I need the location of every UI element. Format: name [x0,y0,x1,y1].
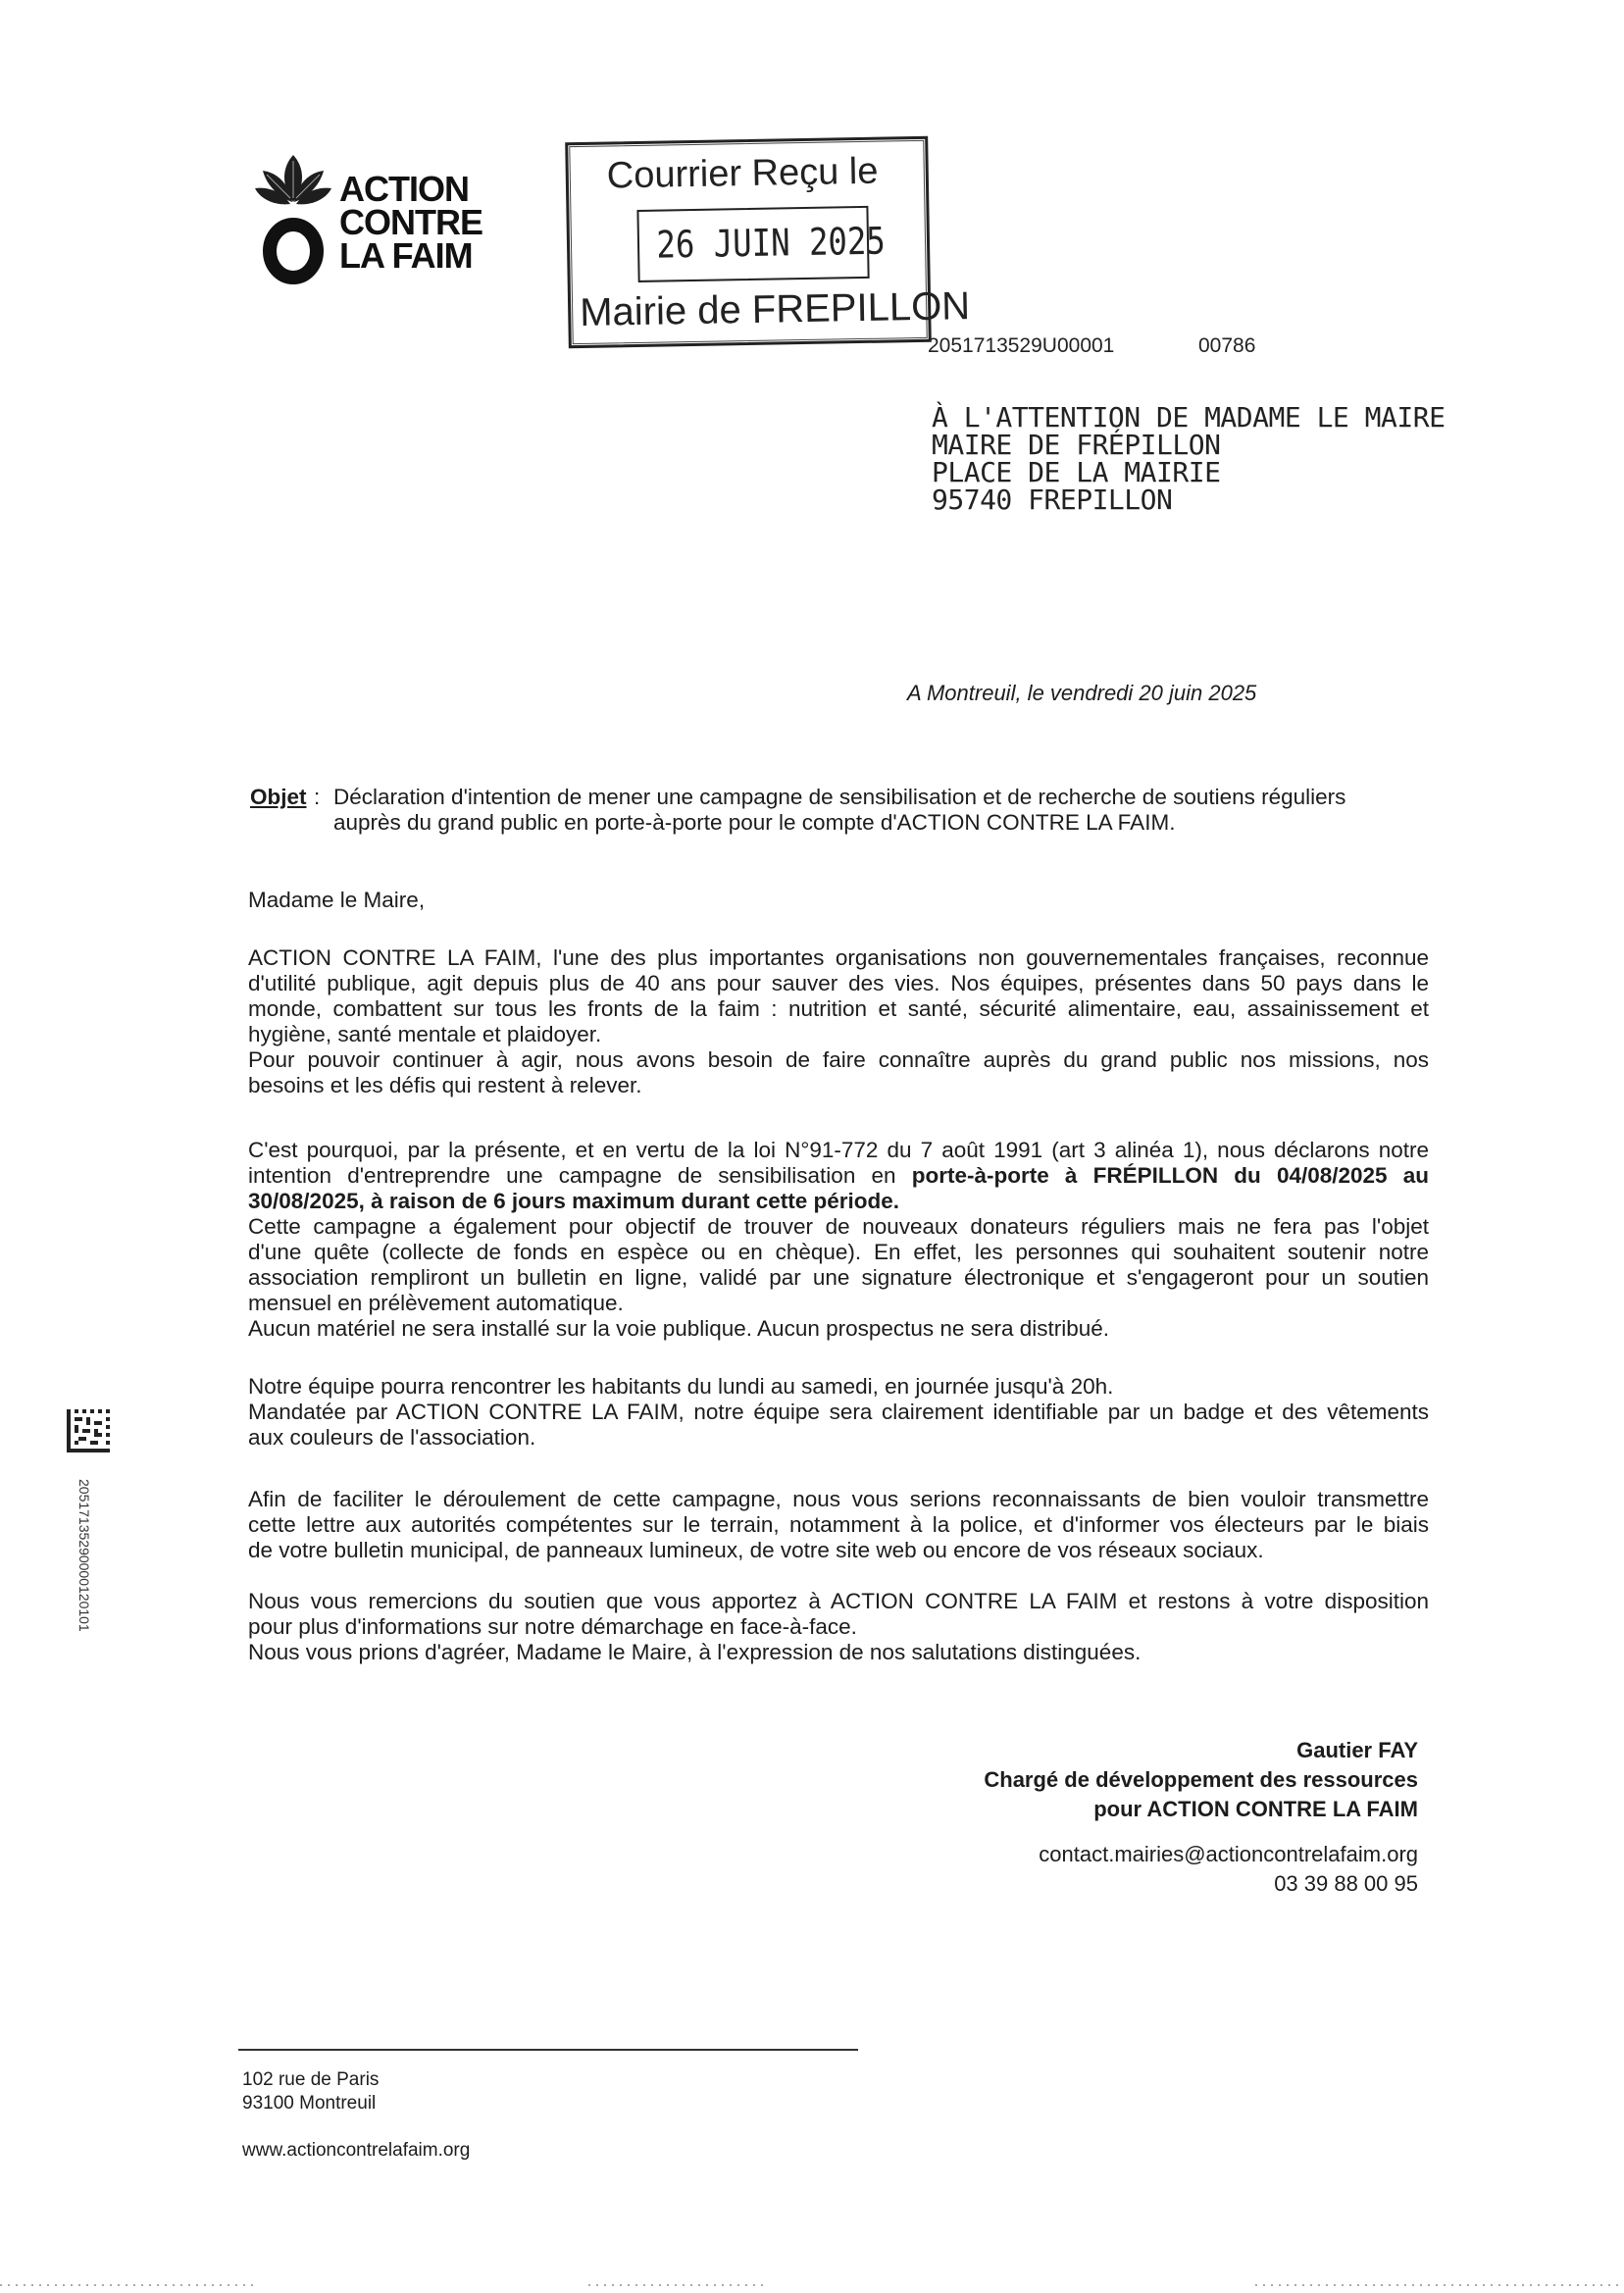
signatory-title: Chargé de développement des ressources [984,1767,1418,1792]
stamp-office: Mairie de FREPILLON [579,284,971,335]
text-line: C'est pourquoi, par la présente, et en vertu de la loi N°91-772 du 7 août 1991 (art 3 alinéa 1), nous déclarons notre [248,1138,1429,1162]
scan-edge-marks [0,2273,1624,2293]
paragraph-declaration [248,1138,1429,1342]
campaign-duration-bold: 30/08/2025, à raison de 6 jours maximum durant cette période. [248,1189,900,1213]
text-line: besoins et les défis qui restent à relever. [248,1073,642,1097]
paragraph-team [248,1374,1429,1451]
logo-word-la-faim: LA FAIM [339,235,473,276]
text-line: cette lettre aux autorités compétentes sur le terrain, notamment à la police, et d'informer vos électeurs par le biais [248,1512,1429,1537]
campaign-dates-bold: porte-à-porte à FRÉPILLON du 04/08/2025 au [911,1163,1430,1188]
subject-label: Objet [250,785,307,809]
leaf-ring-logo-icon [253,147,333,284]
recipient-line: 95740 FREPILLON [932,484,1173,516]
text-segment: intention d'entreprendre une campagne de sensibilisation en [248,1163,912,1188]
footer-city: 93100 Montreuil [242,2093,377,2114]
text-line: Cette campagne a également pour objectif de trouver de nouveaux donateurs réguliers mais ne fera pas l'objet [248,1214,1429,1239]
side-code-text: 20517135290000120101 [76,1479,92,1632]
reception-stamp [565,136,971,348]
text-line: d'une quête (collecte de fonds en espèce ou en chèque). En effet, les personnes qui souhaitent soutenir notre [248,1240,1429,1264]
text-line: aux couleurs de l'association. [248,1425,536,1450]
subject-line: Déclaration d'intention de mener une campagne de sensibilisation et de recherche de soutiens réguliers [333,785,1346,809]
text-line: Afin de faciliter le déroulement de cette campagne, nous vous serions reconnaissants de bien vouloir transmettre [248,1487,1429,1511]
text-line: monde, combattent sur tous les fronts de la faim : nutrition et santé, sécurité alimentaire, eau, assainissement et [248,996,1429,1021]
stamp-received-label: Courrier Reçu le [606,150,879,197]
reference-number: 00786 [1198,334,1256,357]
contact-phone: 03 39 88 00 95 [1274,1871,1418,1896]
place-and-date: A Montreuil, le vendredi 20 juin 2025 [907,681,1257,705]
side-tracking-code [73,1479,92,1675]
recipient-address [932,401,1446,516]
contact-block [1039,1840,1418,1899]
logo-word-contre: CONTRE [339,202,482,242]
action-contre-la-faim-logo [253,147,488,284]
paragraph-mission [248,945,1429,1098]
paragraph-request [248,1487,1429,1563]
recipient-line: MAIRE DE FRÉPILLON [932,429,1221,461]
text-line: association rempliront un bulletin en ligne, validé par une signature électronique et s'engageront pour un soutien [248,1265,1429,1290]
salutation: Madame le Maire, [248,888,426,912]
subject-colon: : [314,785,321,809]
text-line: Nous vous prions d'agréer, Madame le Maire, à l'expression de nos salutations distinguées. [248,1640,1142,1664]
datamatrix-code-icon [67,1409,110,1452]
text-line: Nous vous remercions du soutien que vous apportez à ACTION CONTRE LA FAIM et restons à votre disposition [248,1589,1429,1613]
stamp-date: 26 JUIN 2025 [656,219,887,267]
text-line-mixed [248,1163,1429,1189]
text-line: hygiène, santé mentale et plaidoyer. [248,1022,602,1046]
reference-code: 2051713529U00001 [928,334,1115,357]
signatory-org: pour ACTION CONTRE LA FAIM [1093,1797,1418,1821]
subject-line: auprès du grand public en porte-à-porte pour le compte d'ACTION CONTRE LA FAIM. [333,810,1176,835]
logo-word-action: ACTION [339,169,469,209]
text-line: Notre équipe pourra rencontrer les habitants du lundi au samedi, en journée jusqu'à 20h. [248,1374,1114,1399]
footer-street: 102 rue de Paris [242,2069,380,2090]
text-line: Pour pouvoir continuer à agir, nous avons besoin de faire connaître auprès du grand public nos missions, nos [248,1047,1429,1072]
footer-divider [238,2049,858,2051]
signature-block [984,1736,1418,1824]
text-line: ACTION CONTRE LA FAIM, l'une des plus importantes organisations non gouvernementales françaises, reconnue [248,945,1429,970]
contact-email: contact.mairies@actioncontrelafaim.org [1039,1842,1418,1866]
recipient-line: PLACE DE LA MAIRIE [932,456,1221,488]
footer-website: www.actioncontrelafaim.org [242,2140,471,2161]
text-line: d'utilité publique, agit depuis plus de 40 ans pour sauver des vies. Nos équipes, présentes dans 50 pays dans le [248,971,1429,995]
signatory-name: Gautier FAY [1296,1738,1418,1762]
footer-address [242,2068,470,2163]
text-line: mensuel en prélèvement automatique. [248,1291,624,1315]
text-line: pour plus d'informations sur notre démarchage en face-à-face. [248,1614,857,1639]
text-line: Aucun matériel ne sera installé sur la voie publique. Aucun prospectus ne sera distribué. [248,1316,1110,1341]
paragraph-closing [248,1589,1429,1665]
recipient-line: À L'ATTENTION DE MADAME LE MAIRE [932,401,1446,433]
text-line: de votre bulletin municipal, de panneaux lumineux, de votre site web ou encore de vos réseaux sociaux. [248,1538,1264,1562]
stamp-date-box [636,206,887,282]
text-line: Mandatée par ACTION CONTRE LA FAIM, notre équipe sera clairement identifiable par un badge et des vêtements [248,1400,1429,1424]
